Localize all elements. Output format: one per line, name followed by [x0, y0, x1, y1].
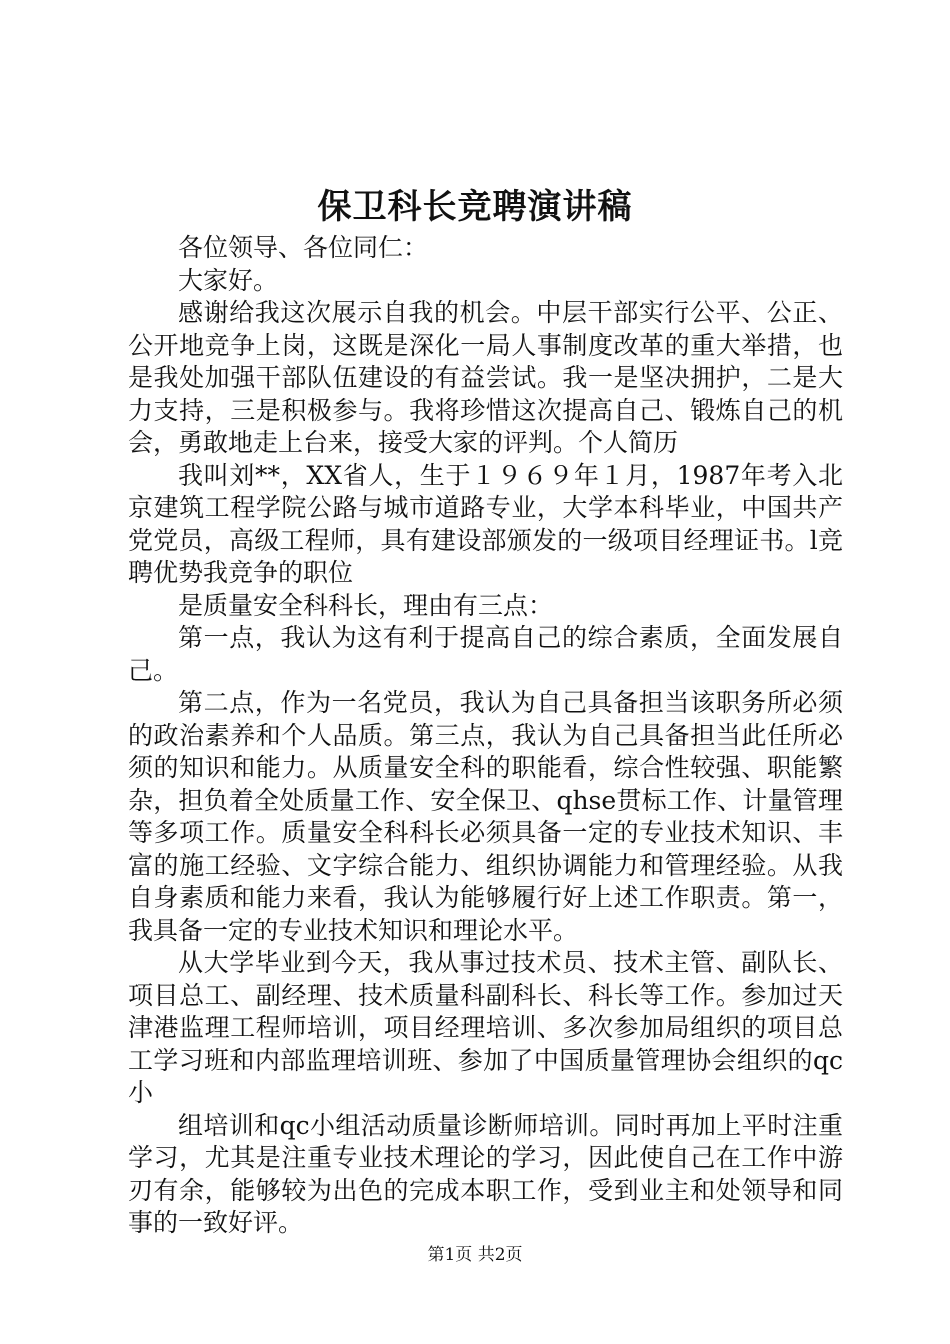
document-title: 保卫科长竞聘演讲稿 — [317, 187, 633, 227]
paragraph-salutation: 各位领导、各位同仁： — [178, 233, 429, 262]
paragraph-training: 组培训和qc小组活动质量诊断师培训。同时再加上平时注重学习，尤其是注重专业技术理论的学习，因此使自己在工作中游刃有余，能够较为出色的完成本职工作，受到业主和处领导和同事的一致好评。 — [128, 1110, 843, 1237]
paragraph-point-two-three: 第二点，作为一名党员，我认为自己具备担当该职务所必须的政治素养和个人品质。第三点，我认为自己具备担当此任所必须的知识和能力。从质量安全科的职能看，综合性较强、职能繁杂，担负着全处质量工作、安全保卫、qhse贯标工作、计量管理等多项工作。质量安全科科长必须具备一定的专业技术知识、丰富的施工经验、文字综合能力、组织协调能力和管理经验。从我自身素质和能力来看，我认为能够履行好上述工作职责。第一，我具备一定的专业技术知识和理论水平。 — [128, 688, 843, 945]
paragraph-greeting: 大家好。 — [178, 265, 279, 295]
paragraph-position: 是质量安全科科长，理由有三点： — [178, 590, 554, 620]
page-number-footer: 第1页 共2页 — [427, 1245, 523, 1265]
paragraph-point-one: 第一点，我认为这有利于提高自己的综合素质，全面发展自己。 — [128, 623, 843, 685]
paragraph-resume: 我叫刘**，XX省人，生于１９６９年１月，1987年考入北京建筑工程学院公路与城市道路专业，大学本科毕业，中国共产党党员，高级工程师，具有建设部颁发的一级项目经理证书。l竞聘优势我竞争的职位 — [128, 460, 843, 587]
paragraph-experience: 从大学毕业到今天，我从事过技术员、技术主管、副队长、项目总工、副经理、技术质量科副科长、科长等工作。参加过天津港监理工程师培训，项目经理培训、多次参加局组织的项目总工学习班和内部监理培训班、参加了中国质量管理协会组织的qc小 — [128, 948, 843, 1107]
document-body — [128, 232, 843, 1240]
paragraph-introduction: 感谢给我这次展示自我的机会。中层干部实行公平、公正、公开地竞争上岗，这既是深化一局人事制度改革的重大举措，也是我处加强干部队伍建设的有益尝试。我一是坚决拥护，二是大力支持，三是积极参与。我将珍惜这次提高自己、锻炼自己的机会，勇敢地走上台来，接受大家的评判。个人简历 — [128, 298, 843, 457]
